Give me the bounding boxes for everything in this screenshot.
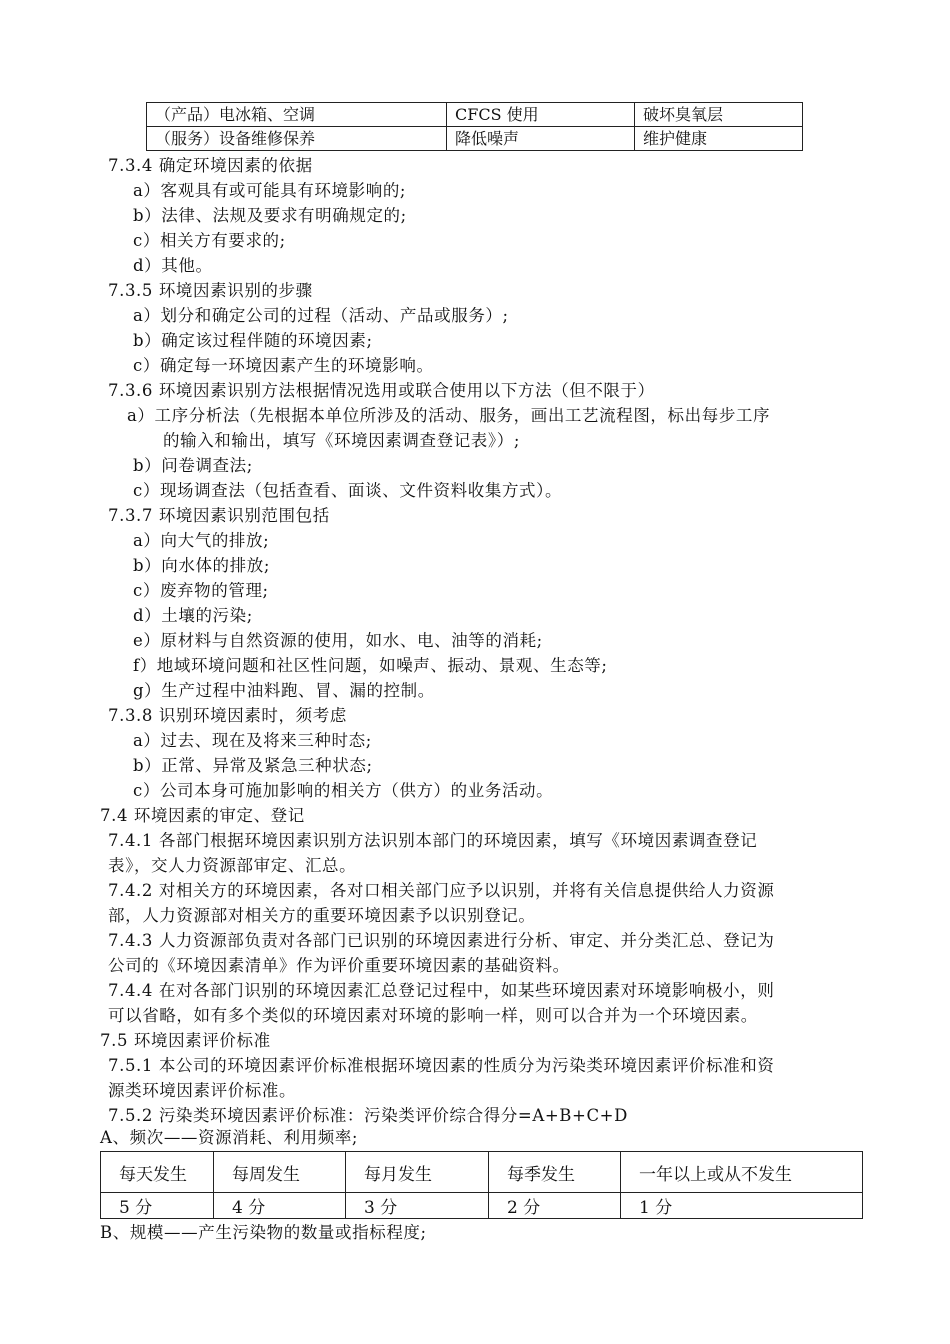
- list-item: d）土壤的污染;: [133, 606, 253, 625]
- table-cell: （服务）设备维修保养: [147, 127, 447, 151]
- paragraph-continuation: 表》，交人力资源部审定、汇总。: [108, 856, 357, 875]
- table-cell: 1 分: [621, 1193, 863, 1219]
- paragraph: 7.5.2 污染类环境因素评价标准：污染类评价综合得分=A+B+C+D: [108, 1106, 628, 1125]
- list-item: c）公司本身可施加影响的相关方（供方）的业务活动。: [133, 781, 554, 800]
- list-item: a）工序分析法（先根据本单位所涉及的活动、服务，画出工艺流程图，标出每步工序: [127, 406, 771, 425]
- table-header-cell: 每季发生: [489, 1152, 621, 1193]
- section-heading-7-4: 7.4 环境因素的审定、登记: [100, 806, 305, 825]
- section-heading-7-3-5: 7.3.5 环境因素识别的步骤: [108, 281, 313, 300]
- paragraph: 7.4.4 在对各部门识别的环境因素汇总登记过程中，如某些环境因素对环境影响极小，则: [108, 981, 775, 1000]
- table-row: [147, 127, 803, 151]
- list-item: b）确定该过程伴随的环境因素;: [133, 331, 373, 350]
- list-item: b）问卷调查法;: [133, 456, 253, 475]
- list-item: a）客观具有或可能具有环境影响的;: [133, 181, 407, 200]
- frequency-score-table: [100, 1151, 863, 1219]
- list-item-continuation: 的输入和输出，填写《环境因素调查登记表》）;: [163, 431, 521, 450]
- list-item: c）确定每一环境因素产生的环境影响。: [133, 356, 434, 375]
- table-header-cell: 每月发生: [346, 1152, 489, 1193]
- table-cell: 3 分: [346, 1193, 489, 1219]
- list-item: a）向大气的排放;: [133, 531, 270, 550]
- section-heading-7-3-6: 7.3.6 环境因素识别方法根据情况选用或联合使用以下方法（但不限于）: [108, 381, 655, 400]
- table-header-cell: 每天发生: [101, 1152, 214, 1193]
- paragraph: 7.4.2 对相关方的环境因素，各对口相关部门应予以识别，并将有关信息提供给人力资源: [108, 881, 775, 900]
- paragraph: 7.5.1 本公司的环境因素评价标准根据环境因素的性质分为污染类环境因素评价标准和资: [108, 1056, 775, 1075]
- section-heading-7-5: 7.5 环境因素评价标准: [100, 1031, 271, 1050]
- table-header-cell: 一年以上或从不发生: [621, 1152, 863, 1193]
- criterion-a-label: A、频次——资源消耗、利用频率;: [100, 1128, 359, 1147]
- table-cell: 5 分: [101, 1193, 214, 1219]
- table-cell: 4 分: [214, 1193, 346, 1219]
- list-item: e）原材料与自然资源的使用，如水、电、油等的消耗;: [133, 631, 543, 650]
- table-header-cell: 每周发生: [214, 1152, 346, 1193]
- paragraph-continuation: 可以省略，如有多个类似的环境因素对环境的影响一样，则可以合并为一个环境因素。: [108, 1006, 758, 1025]
- table-cell: 维护健康: [635, 127, 803, 151]
- paragraph-continuation: 部，人力资源部对相关方的重要环境因素予以识别登记。: [108, 906, 536, 925]
- section-heading-7-3-7: 7.3.7 环境因素识别范围包括: [108, 506, 330, 525]
- paragraph-continuation: 源类环境因素评价标准。: [108, 1081, 297, 1100]
- list-item: b）法律、法规及要求有明确规定的;: [133, 206, 407, 225]
- paragraph: 7.4.1 各部门根据环境因素识别方法识别本部门的环境因素，填写《环境因素调查登记: [108, 831, 758, 850]
- list-item: b）向水体的排放;: [133, 556, 271, 575]
- table-row: [147, 103, 803, 127]
- table-row: [101, 1193, 863, 1219]
- list-item: g）生产过程中油料跑、冒、漏的控制。: [133, 681, 435, 700]
- section-heading-7-3-8: 7.3.8 识别环境因素时，须考虑: [108, 706, 347, 725]
- paragraph-continuation: 公司的《环境因素清单》作为评价重要环境因素的基础资料。: [108, 956, 570, 975]
- list-item: a）划分和确定公司的过程（活动、产品或服务）;: [133, 306, 509, 325]
- list-item: c）废弃物的管理;: [133, 581, 269, 600]
- table-cell: 2 分: [489, 1193, 621, 1219]
- table-cell: 破坏臭氧层: [635, 103, 803, 127]
- table-cell: （产品）电冰箱、空调: [147, 103, 447, 127]
- list-item: f）地域环境问题和社区性问题，如噪声、振动、景观、生态等;: [133, 656, 608, 675]
- criterion-b-label: B、规模——产生污染物的数量或指标程度;: [100, 1223, 427, 1242]
- list-item: c）现场调查法（包括查看、面谈、文件资料收集方式）。: [133, 481, 563, 500]
- aspect-example-table: [146, 102, 803, 151]
- table-cell: 降低噪声: [447, 127, 635, 151]
- paragraph: 7.4.3 人力资源部负责对各部门已识别的环境因素进行分析、审定、并分类汇总、登记为: [108, 931, 775, 950]
- list-item: b）正常、异常及紧急三种状态;: [133, 756, 373, 775]
- list-item: c）相关方有要求的;: [133, 231, 286, 250]
- table-header-row: [101, 1152, 863, 1193]
- list-item: a）过去、现在及将来三种时态;: [133, 731, 372, 750]
- list-item: d）其他。: [133, 256, 213, 275]
- table-cell: CFCS 使用: [447, 103, 635, 127]
- section-heading-7-3-4: 7.3.4 确定环境因素的依据: [108, 156, 313, 175]
